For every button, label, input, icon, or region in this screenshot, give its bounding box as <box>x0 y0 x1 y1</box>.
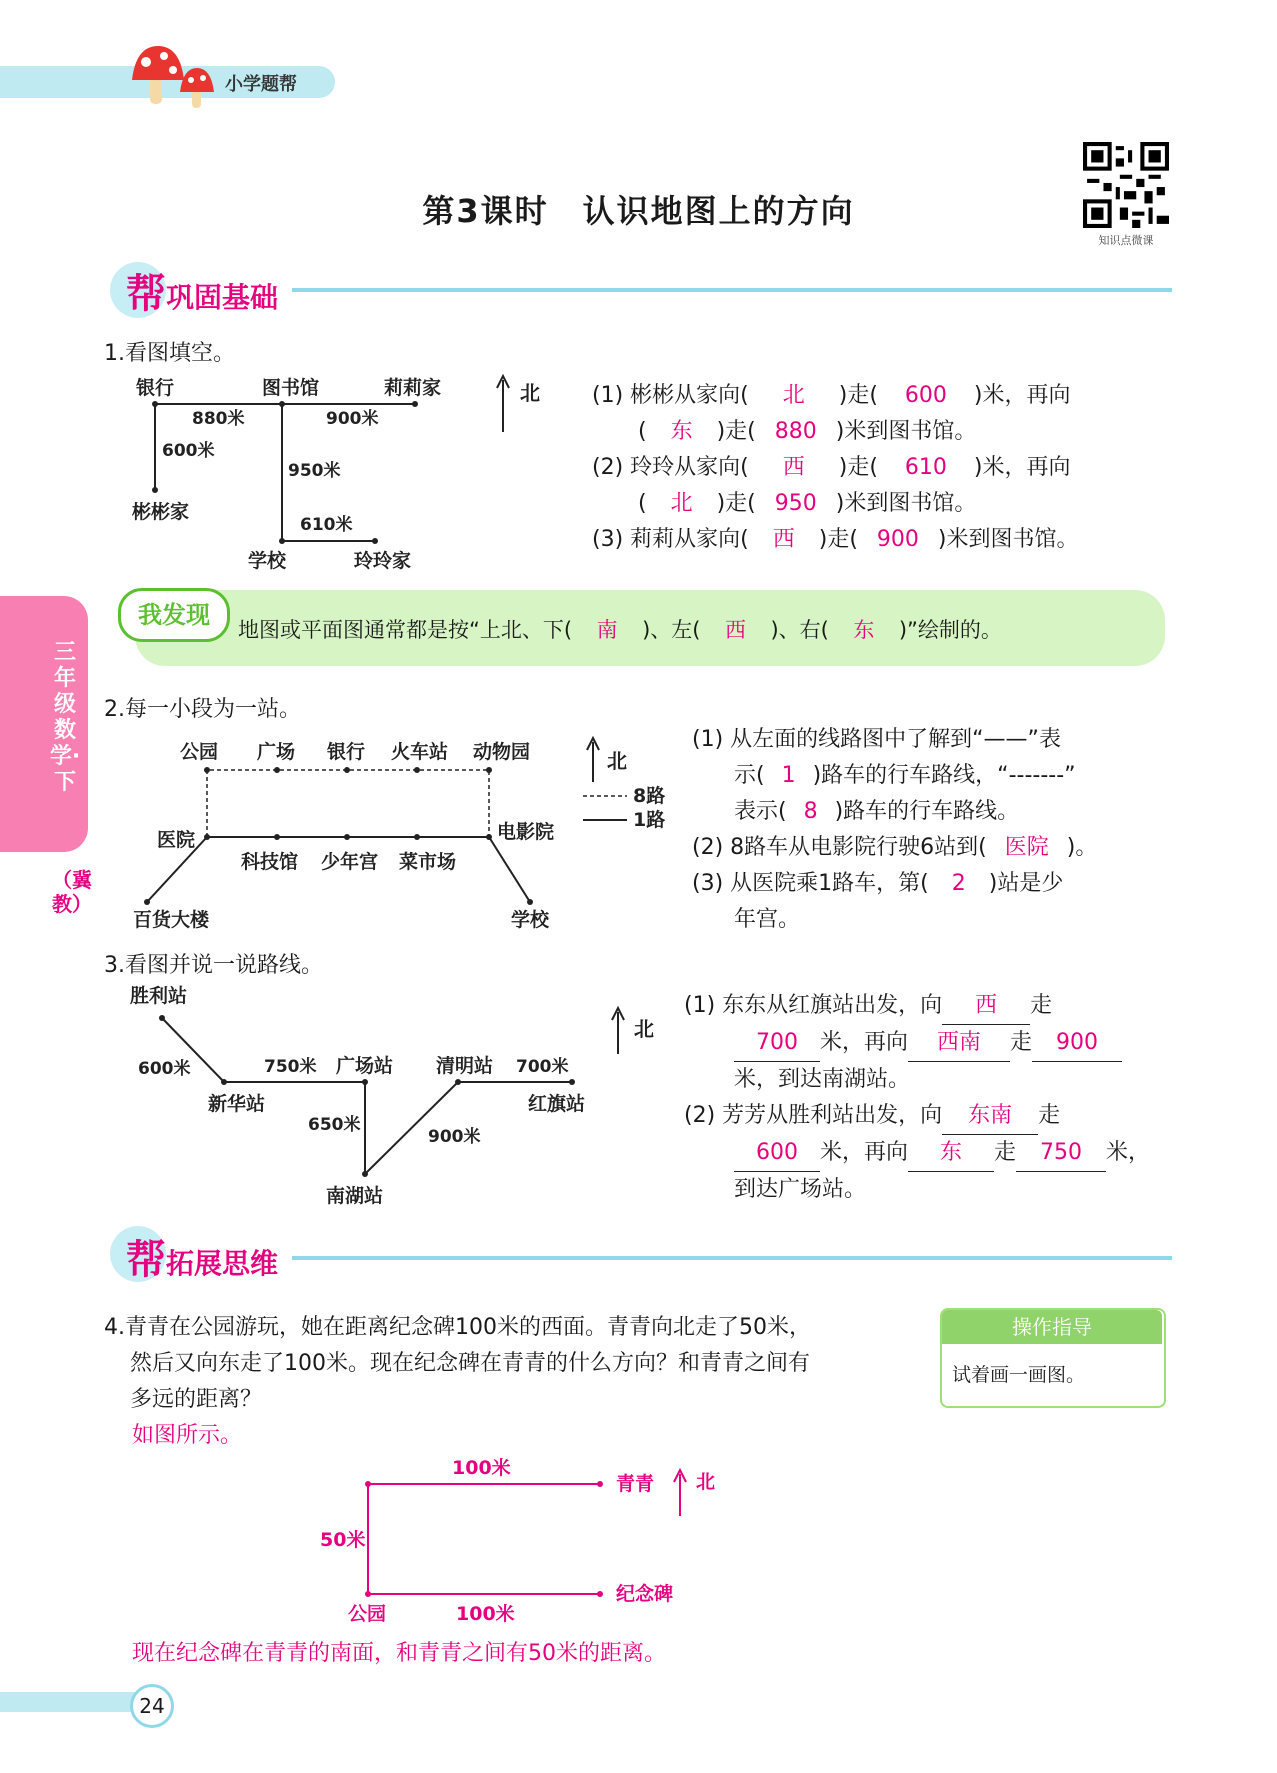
diagram-left-distance: 50米 <box>320 1529 366 1551</box>
q3-answers <box>684 988 1150 1208</box>
station-hongqi: 红旗站 <box>528 1093 586 1115</box>
label-lili-home: 莉莉家 <box>384 377 442 399</box>
station-park: 公园 <box>180 741 219 763</box>
station-cinema: 电影院 <box>497 821 555 843</box>
label-binbin-home: 彬彬家 <box>132 501 190 523</box>
station-train: 火车站 <box>391 741 449 763</box>
guide-text: 试着画一画图。 <box>952 1364 1086 1386</box>
page-bar <box>0 1692 150 1712</box>
q2-line: (3) 从医院乘1路车，第( 2 )站是少 <box>692 871 1064 896</box>
station-science: 科技馆 <box>241 851 299 873</box>
discover-badge: 我发现 <box>118 588 230 642</box>
dist-600: 600米 <box>162 441 215 461</box>
q2-line: 示( 1 )路车的行车路线，“-------” <box>734 763 1076 788</box>
diagram-top-distance: 100米 <box>452 1457 511 1479</box>
dist-950: 950米 <box>288 461 341 481</box>
station-bank: 银行 <box>327 741 366 763</box>
q4-diagram <box>310 1444 740 1630</box>
q3-prompt: 3.看图并说一说路线。 <box>104 953 323 978</box>
q1-line: ( 北 )走( 950 )米到图书馆。 <box>638 491 977 516</box>
north-label: 北 <box>520 381 540 405</box>
q3-route-map <box>124 980 684 1210</box>
section-heading-basic: 帮巩固基础 <box>126 271 279 317</box>
q4-answer-intro: 如图所示。 <box>132 1423 243 1448</box>
station-shengli: 胜利站 <box>130 985 188 1007</box>
dist-600: 600米 <box>138 1059 191 1079</box>
dist-610: 610米 <box>300 515 353 535</box>
q2-line: (2) 8路车从电影院行驶6站到( 医院 )。 <box>692 835 1098 860</box>
q1-line: (3) 莉莉从家向( 西 )走( 900 )米到图书馆。 <box>592 527 1079 552</box>
legend-route-8: 8路 <box>633 785 666 807</box>
diagram-bottom-distance: 100米 <box>456 1603 515 1625</box>
section-divider <box>292 1256 1172 1260</box>
diagram-park: 公园 <box>348 1603 387 1625</box>
q1-line: (1) 彬彬从家向( 北 )走( 600 )米，再向 <box>592 383 1071 408</box>
q1-map <box>120 372 560 577</box>
q3-line: (1) 东东从红旗站出发，向 西 走 <box>684 988 1150 1025</box>
q2-prompt: 2.每一小段为一站。 <box>104 697 301 722</box>
q3-line: 700 米，再向 西南 走 900 <box>684 1025 1150 1062</box>
dist-900: 900米 <box>326 409 379 429</box>
page-number: 24 <box>130 1684 174 1728</box>
q1-line: ( 东 )走( 880 )米到图书馆。 <box>638 419 977 444</box>
page-title: 第3课时 认识地图上的方向 <box>422 192 855 230</box>
mushroom-icon <box>128 40 224 114</box>
diagram-qingqing: 青青 <box>616 1473 655 1495</box>
section-divider <box>292 288 1172 292</box>
q2-answers <box>692 722 1097 938</box>
dist-900: 900米 <box>428 1127 481 1147</box>
q2-line: 年宫。 <box>734 907 801 932</box>
q4-prompt: 4.青青在公园游玩，她在距离纪念碑100米的西面。青青向北走了50米， 然后又向东走了100米。现在纪念碑在青青的什么方向？和青青之间有 多远的距离？ <box>104 1315 811 1412</box>
label-school: 学校 <box>248 550 287 572</box>
label-lingling-home: 玲玲家 <box>354 550 412 572</box>
dist-650: 650米 <box>308 1115 361 1135</box>
q3-line: (2) 芳芳从胜利站出发，向 东南 走 <box>684 1098 1150 1135</box>
station-xinhua: 新华站 <box>208 1093 266 1115</box>
legend-route-1: 1路 <box>633 809 666 831</box>
q3-line: 600 米，再向 东 走 750 米， <box>684 1135 1150 1172</box>
label-bank: 银行 <box>136 377 175 399</box>
side-tab-label: 三年级数学·下 <box>49 640 81 795</box>
label-library: 图书馆 <box>262 377 320 399</box>
station-mall: 百货大楼 <box>133 909 210 931</box>
station-school: 学校 <box>511 909 550 931</box>
qr-caption: 知识点微课 <box>1098 234 1154 247</box>
q4-answer: 现在纪念碑在青青的南面，和青青之间有50米的距离。 <box>132 1641 666 1666</box>
section-heading-extend: 帮拓展思维 <box>126 1237 279 1283</box>
station-guangchang: 广场站 <box>336 1055 394 1077</box>
q3-line: 米，到达南湖站。 <box>734 1067 911 1092</box>
station-youth: 少年宫 <box>321 851 379 873</box>
q2-line: (1) 从左面的线路图中了解到“——”表 <box>692 727 1061 752</box>
q1-line: (2) 玲玲从家向( 西 )走( 610 )米，再向 <box>592 455 1071 480</box>
q2-route-map <box>125 730 685 935</box>
q1-prompt: 1.看图填空。 <box>104 341 235 366</box>
guide-title: 操作指导 <box>942 1310 1162 1344</box>
station-market: 菜市场 <box>399 851 457 873</box>
dist-880: 880米 <box>192 409 245 429</box>
diagram-north: 北 <box>696 1471 716 1493</box>
brand-label: 小学题帮 <box>225 74 297 95</box>
station-nanhu: 南湖站 <box>326 1185 384 1207</box>
dist-700: 700米 <box>516 1057 569 1077</box>
side-tab-edition: （冀教） <box>52 868 92 916</box>
dist-750: 750米 <box>264 1057 317 1077</box>
north-label: 北 <box>634 1017 654 1041</box>
discover-text: 地图或平面图通常都是按“上北、下( 南 )、左( 西 )、右( 东 )”绘制的。 <box>238 618 1002 642</box>
station-zoo: 动物园 <box>473 741 531 763</box>
diagram-monument: 纪念碑 <box>616 1583 674 1605</box>
north-label: 北 <box>607 749 627 773</box>
station-square: 广场 <box>257 741 296 763</box>
q3-line: 到达广场站。 <box>734 1177 867 1202</box>
station-qingming: 清明站 <box>436 1055 494 1077</box>
q2-line: 表示( 8 )路车的行车路线。 <box>734 799 1020 824</box>
station-hospital: 医院 <box>157 829 196 851</box>
q1-answers <box>592 378 1079 558</box>
qr-code-icon[interactable] <box>1083 142 1169 228</box>
